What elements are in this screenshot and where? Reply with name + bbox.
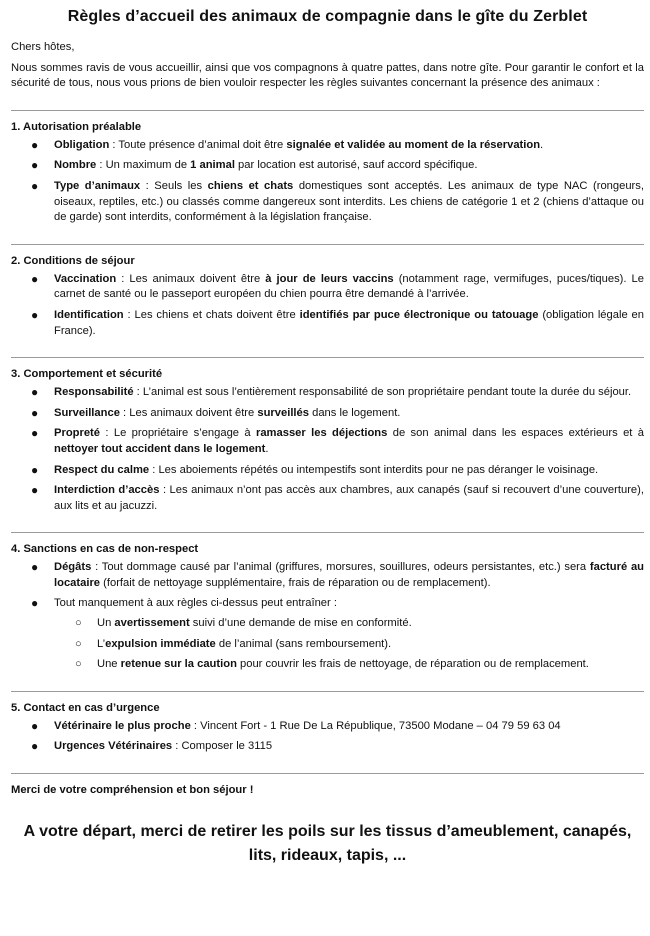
list-item-manquement (11, 596, 644, 672)
item-text: : Les animaux doivent être (116, 272, 266, 285)
item-text: domestiques sont acceptés. Les animaux de type NAC (rongeurs, oiseaux, reptiles, etc.) ou classés comme dangereux sont interdits. Les chiens de catégorie 1 et 2 (chiens d’attaque ou de garde) sont interdits, conformément à la législation française. (54, 179, 644, 224)
item-text: pour couvrir les frais de nettoyage, de réparation ou de remplacement. (236, 658, 589, 671)
item-text: : Les chiens et chats doivent être (123, 308, 300, 321)
item-bold-text: avertissement (114, 617, 190, 630)
section-title-contact: 5. Contact en cas d’urgence (11, 701, 160, 714)
section-divider (11, 110, 644, 111)
section-divider (11, 244, 644, 245)
list-item-surveillance (11, 406, 644, 422)
item-text: : Toute présence d’animal doit être (109, 138, 287, 151)
section-divider (11, 773, 644, 774)
sub-list-sanctions (54, 616, 644, 673)
item-text: : Les animaux n’ont pas accès aux chambres, aux canapés (sauf si recouvert d’une couverture), aux lits et au jacuzzi. (54, 484, 644, 512)
list-item-type-animaux (11, 179, 644, 226)
item-label: Urgences Vétérinaires (54, 740, 173, 753)
circle-bullet-icon: ○ (75, 637, 82, 650)
sub-item-retenue-caution (54, 657, 644, 673)
item-text: L’ (97, 637, 106, 650)
item-text: : Un maximum de (96, 159, 191, 172)
item-label: Propreté (54, 427, 101, 440)
thanks-message: Merci de votre compréhension et bon séjour ! (11, 784, 254, 797)
section-title-autorisation: 1. Autorisation préalable (11, 120, 142, 133)
bullet-icon: ● (31, 178, 39, 193)
item-bold-text: 1 animal (190, 159, 235, 172)
section-list-autorisation (11, 138, 644, 226)
section-divider (11, 691, 644, 692)
list-item-vaccination (11, 272, 644, 303)
bullet-icon: ● (31, 158, 39, 173)
item-bold-text: surveillés (257, 406, 309, 419)
item-bold-text: à jour de leurs vaccins (265, 272, 394, 285)
item-text: : Les animaux doivent être (119, 406, 258, 419)
item-text: (forfait de nettoyage supplémentaire, frais de réparation ou de remplacement). (100, 576, 491, 589)
item-text: : Le propriétaire s’engage à (100, 427, 256, 440)
circle-bullet-icon: ○ (75, 617, 82, 630)
bullet-icon: ● (31, 426, 39, 441)
item-bold-text: expulsion immédiate (105, 637, 216, 650)
item-text: (obligation légale en France). (54, 308, 645, 337)
bullet-icon: ● (31, 385, 39, 400)
bullet-icon: ● (31, 718, 39, 733)
list-item-nombre (11, 158, 644, 174)
bullet-icon: ● (31, 137, 39, 152)
sub-item-avertissement (54, 616, 644, 632)
section-list-comportement (11, 385, 644, 514)
item-text: de l’animal (sans remboursement). (215, 637, 392, 650)
bullet-icon: ● (31, 405, 39, 420)
item-text: . (265, 442, 269, 455)
item-bold-text: signalée et validée au moment de la réservation (286, 138, 541, 151)
list-item-obligation (11, 138, 644, 154)
footer-notice: A votre départ, merci de retirer les poils sur les tissus d’ameublement, canapés, lits, rideaux, tapis, ... (23, 823, 632, 865)
item-text: de son animal dans les espaces extérieurs et à (387, 427, 644, 440)
item-text: : Vincent Fort - 1 Rue De La République, 73500 Modane – 04 79 59 63 04 (190, 719, 561, 732)
item-label: Respect du calme (54, 463, 150, 476)
item-text: Un (97, 617, 115, 630)
list-item-respect-calme (11, 463, 644, 479)
section-divider (11, 357, 644, 358)
item-text: : Les aboiements répétés ou intempestifs sont interdits pour ne pas déranger le voisinage. (149, 463, 599, 476)
item-label: Vaccination (54, 272, 117, 285)
document-title: Règles d’accueil des animaux de compagnie dans le gîte du Zerblet (67, 8, 588, 25)
bullet-icon: ● (31, 307, 39, 322)
item-text: par location est autorisé, sauf accord spécifique. (234, 159, 478, 172)
section-title-conditions: 2. Conditions de séjour (11, 254, 135, 267)
item-label: Identification (54, 308, 124, 321)
bullet-icon: ● (31, 271, 39, 286)
item-label: Dégâts (54, 561, 92, 574)
list-item-veterinaire (11, 719, 644, 735)
section-list-conditions (11, 272, 644, 339)
bullet-icon: ● (31, 739, 39, 754)
section-list-contact (11, 719, 644, 755)
item-bold-text: retenue sur la caution (120, 658, 237, 671)
item-label: Interdiction d’accès (54, 484, 160, 497)
item-label: Nombre (54, 159, 97, 172)
item-label: Vétérinaire le plus proche (54, 719, 191, 732)
item-text: Une (97, 658, 121, 671)
item-text: : L’animal est sous l’entièrement responsabilité de son propriétaire pendant toute la durée du séjour. (133, 386, 632, 399)
bullet-icon: ● (31, 596, 39, 611)
list-item-identification (11, 308, 644, 339)
list-item-proprete (11, 426, 644, 457)
item-text: : Seuls les (140, 179, 208, 192)
item-label: Responsabilité (54, 386, 134, 399)
item-bold-text: chiens et chats (207, 179, 294, 192)
intro-paragraph: Nous sommes ravis de vous accueillir, ainsi que vos compagnons à quatre pattes, dans notre gîte. Pour garantir le confort et la sécurité de tous, nous vous prions de bien vouloir respecter les règles suivantes concernant la présence des animaux : (11, 61, 644, 90)
bullet-icon: ● (31, 483, 39, 498)
list-item-urgences (11, 739, 644, 755)
section-title-sanctions: 4. Sanctions en cas de non-respect (11, 543, 199, 556)
item-bold-text: identifiés par puce électronique ou tatouage (299, 308, 539, 321)
item-text: . (540, 138, 544, 151)
item-text: Tout manquement à aux règles ci-dessus peut entraîner : (54, 597, 337, 610)
item-text: dans le logement. (308, 406, 401, 419)
item-bold-text: facturé au locataire (54, 561, 645, 589)
sub-item-expulsion (54, 637, 644, 653)
circle-bullet-icon: ○ (75, 658, 82, 671)
item-text: suivi d’une demande de mise en conformité. (189, 617, 412, 630)
item-text: (notamment rage, vermifuges, puces/tiques). Le carnet de santé ou le passeport européen du chien pourra être demandé à l’arrivée. (54, 272, 644, 301)
item-label: Surveillance (54, 406, 120, 419)
bullet-icon: ● (31, 560, 39, 575)
list-item-interdiction-acces (11, 483, 644, 514)
section-list-sanctions (11, 560, 644, 673)
section-divider (11, 532, 644, 533)
list-item-responsabilite (11, 385, 644, 401)
list-item-degats (11, 560, 644, 591)
item-label: Obligation (54, 138, 110, 151)
item-bold-text: nettoyer tout accident dans le logement (54, 442, 266, 455)
greeting: Chers hôtes, (11, 41, 75, 53)
section-title-comportement: 3. Comportement et sécurité (11, 368, 163, 381)
item-text: : Composer le 3115 (172, 740, 273, 753)
bullet-icon: ● (31, 462, 39, 477)
item-label: Type d’animaux (54, 179, 141, 192)
item-bold-text: ramasser les déjections (255, 427, 388, 440)
item-text: : Tout dommage causé par l’animal (griffures, morsures, souillures, odeurs persistantes, etc.) sera (91, 561, 590, 574)
